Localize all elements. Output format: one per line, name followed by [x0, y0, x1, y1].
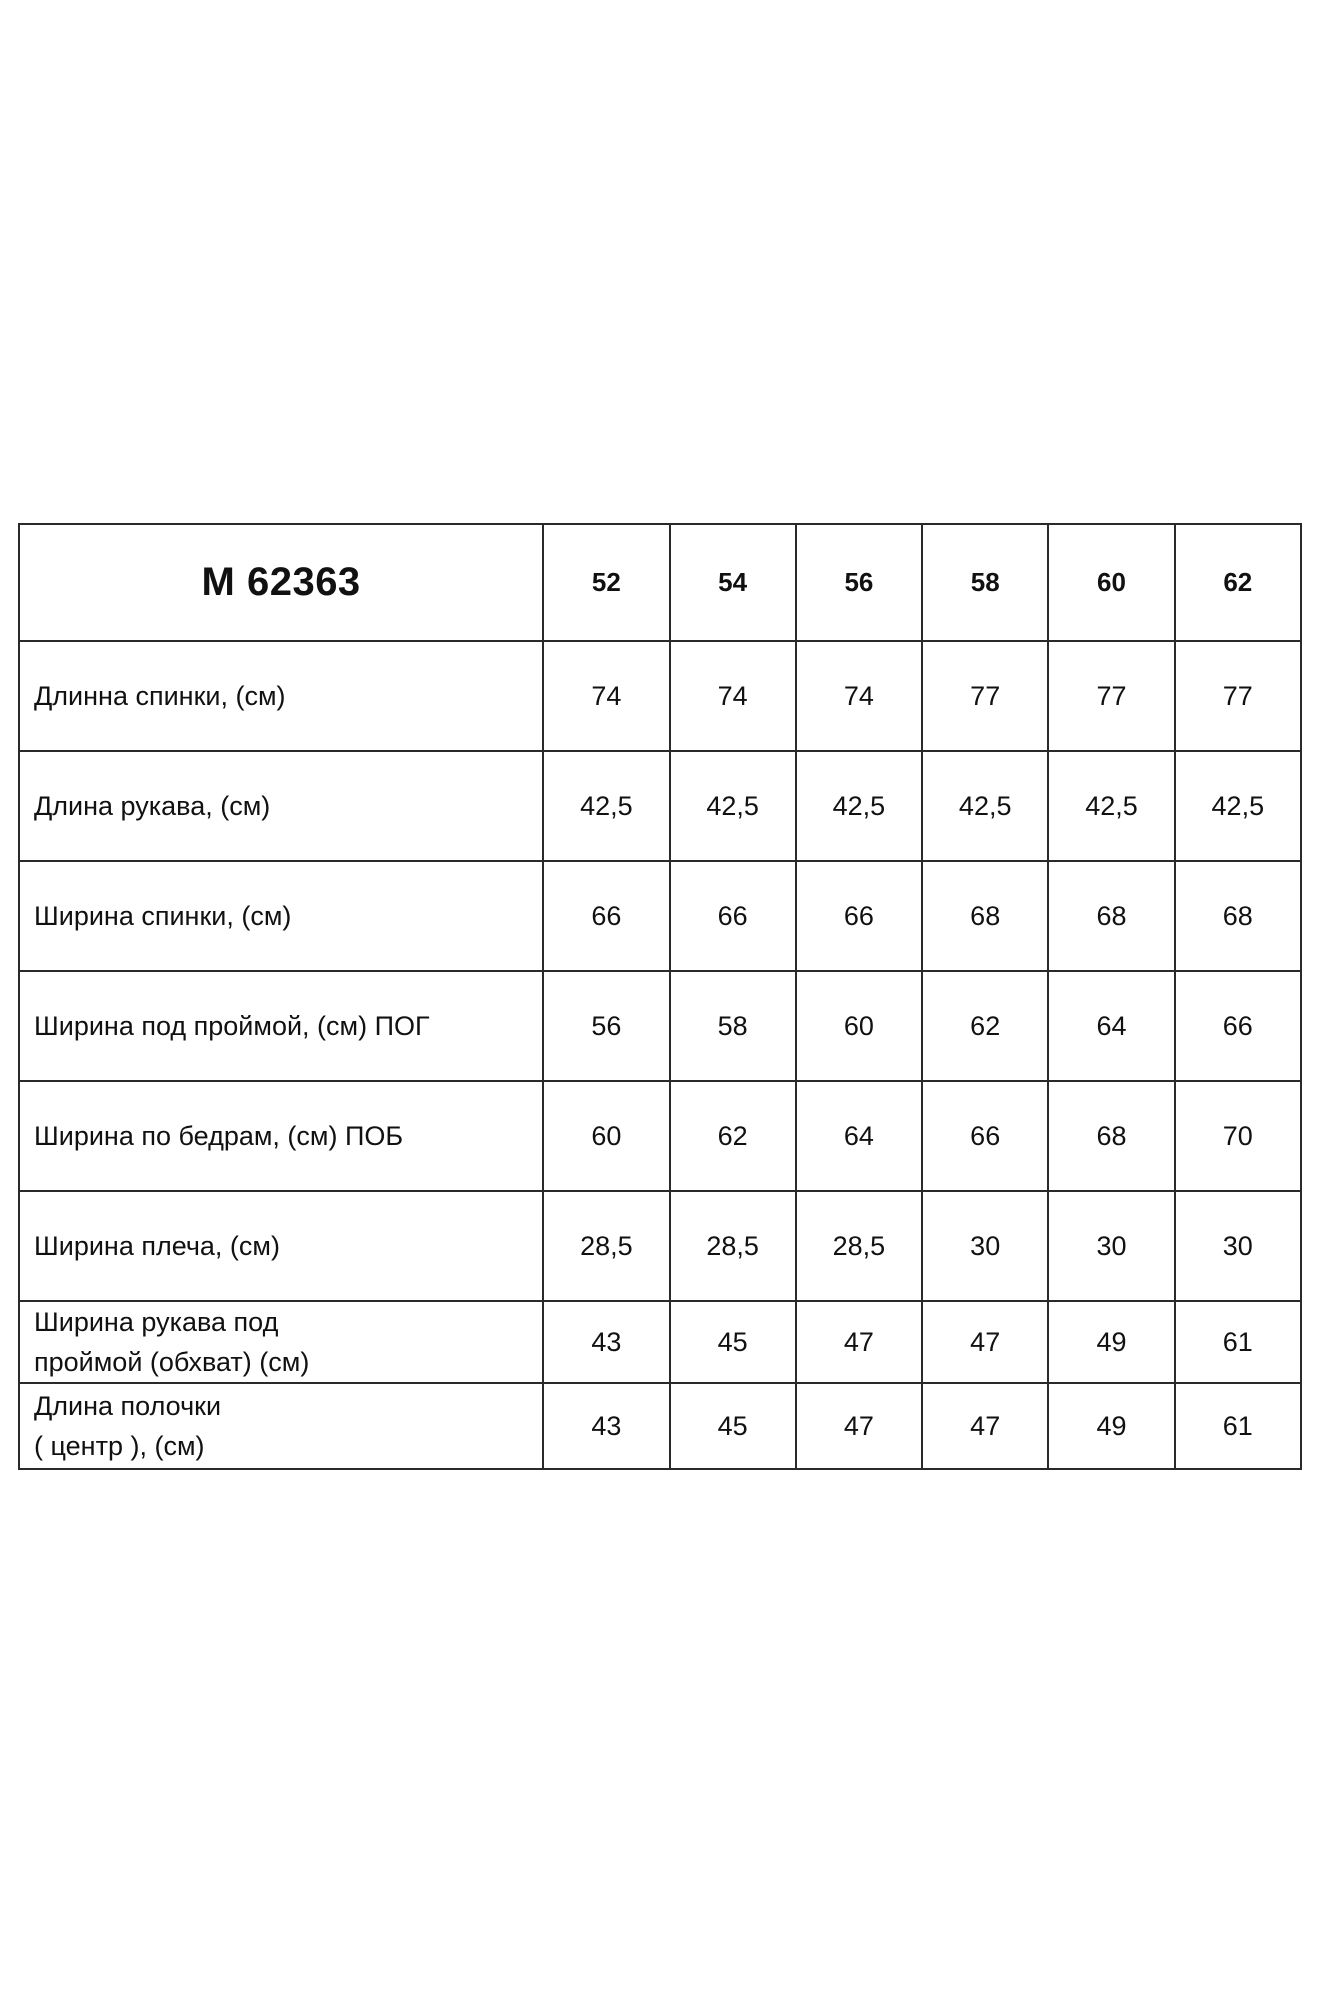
- measurement-value: 74: [543, 641, 669, 751]
- measurement-label: [19, 971, 543, 1081]
- measurement-row: [19, 1301, 1301, 1383]
- measurement-row: [19, 1081, 1301, 1191]
- measurement-label-line: Длинна спинки, (см): [34, 681, 286, 711]
- measurement-label: [19, 861, 543, 971]
- size-header-58: 58: [922, 524, 1048, 641]
- size-chart-table: [18, 523, 1302, 1470]
- measurement-label: [19, 751, 543, 861]
- size-header-54: 54: [670, 524, 796, 641]
- measurement-value: 60: [796, 971, 922, 1081]
- measurement-label-line: Длина полочки: [34, 1391, 222, 1421]
- measurement-value: 42,5: [922, 751, 1048, 861]
- measurement-label: [19, 1383, 543, 1469]
- measurement-label-line: Ширина спинки, (см): [34, 901, 292, 931]
- header-row: [19, 524, 1301, 641]
- measurement-value: 56: [543, 971, 669, 1081]
- measurement-value: 64: [796, 1081, 922, 1191]
- measurement-value: 30: [922, 1191, 1048, 1301]
- measurement-label-line: Ширина рукава под: [34, 1307, 279, 1337]
- measurement-label-line: Ширина плеча, (см): [34, 1231, 280, 1261]
- size-chart-body: [19, 524, 1301, 1469]
- measurement-value: 68: [1175, 861, 1301, 971]
- measurement-value: 30: [1048, 1191, 1174, 1301]
- measurement-value: 42,5: [1048, 751, 1174, 861]
- measurement-row: [19, 1383, 1301, 1469]
- measurement-value: 68: [1048, 861, 1174, 971]
- size-header-60: 60: [1048, 524, 1174, 641]
- measurement-value: 42,5: [796, 751, 922, 861]
- measurement-value: 66: [796, 861, 922, 971]
- measurement-value: 68: [1048, 1081, 1174, 1191]
- measurement-value: 77: [1048, 641, 1174, 751]
- model-number: М 62363: [19, 524, 543, 641]
- measurement-value: 62: [922, 971, 1048, 1081]
- measurement-value: 47: [796, 1383, 922, 1469]
- measurement-value: 66: [922, 1081, 1048, 1191]
- measurement-row: [19, 971, 1301, 1081]
- measurement-label: [19, 1301, 543, 1383]
- measurement-value: 47: [922, 1383, 1048, 1469]
- measurement-label-line: проймой (обхват) (см): [34, 1347, 310, 1377]
- measurement-label-line: Ширина по бедрам, (см) ПОБ: [34, 1121, 404, 1151]
- measurement-value: 66: [670, 861, 796, 971]
- measurement-label: [19, 1191, 543, 1301]
- measurement-value: 77: [922, 641, 1048, 751]
- measurement-value: 28,5: [670, 1191, 796, 1301]
- measurement-value: 42,5: [1175, 751, 1301, 861]
- measurement-value: 70: [1175, 1081, 1301, 1191]
- measurement-value: 47: [922, 1301, 1048, 1383]
- measurement-value: 47: [796, 1301, 922, 1383]
- measurement-value: 43: [543, 1301, 669, 1383]
- size-header-62: 62: [1175, 524, 1301, 641]
- measurement-value: 74: [796, 641, 922, 751]
- measurement-value: 49: [1048, 1383, 1174, 1469]
- measurement-value: 61: [1175, 1383, 1301, 1469]
- measurement-row: [19, 861, 1301, 971]
- measurement-value: 62: [670, 1081, 796, 1191]
- measurement-value: 66: [543, 861, 669, 971]
- measurement-row: [19, 641, 1301, 751]
- measurement-value: 74: [670, 641, 796, 751]
- measurement-label-line: ( центр ), (см): [34, 1431, 205, 1461]
- measurement-label: [19, 641, 543, 751]
- measurement-value: 60: [543, 1081, 669, 1191]
- measurement-value: 45: [670, 1383, 796, 1469]
- measurement-value: 64: [1048, 971, 1174, 1081]
- measurement-value: 66: [1175, 971, 1301, 1081]
- measurement-value: 77: [1175, 641, 1301, 751]
- size-header-56: 56: [796, 524, 922, 641]
- measurement-value: 61: [1175, 1301, 1301, 1383]
- measurement-value: 45: [670, 1301, 796, 1383]
- measurement-value: 43: [543, 1383, 669, 1469]
- measurement-value: 30: [1175, 1191, 1301, 1301]
- measurement-row: [19, 1191, 1301, 1301]
- measurement-label-line: Ширина под проймой, (см) ПОГ: [34, 1011, 430, 1041]
- measurement-value: 68: [922, 861, 1048, 971]
- measurement-label: [19, 1081, 543, 1191]
- measurement-value: 28,5: [796, 1191, 922, 1301]
- measurement-value: 49: [1048, 1301, 1174, 1383]
- measurement-value: 42,5: [543, 751, 669, 861]
- measurement-label-line: Длина рукава, (см): [34, 791, 271, 821]
- measurement-value: 58: [670, 971, 796, 1081]
- measurement-value: 28,5: [543, 1191, 669, 1301]
- size-header-52: 52: [543, 524, 669, 641]
- measurement-value: 42,5: [670, 751, 796, 861]
- measurement-row: [19, 751, 1301, 861]
